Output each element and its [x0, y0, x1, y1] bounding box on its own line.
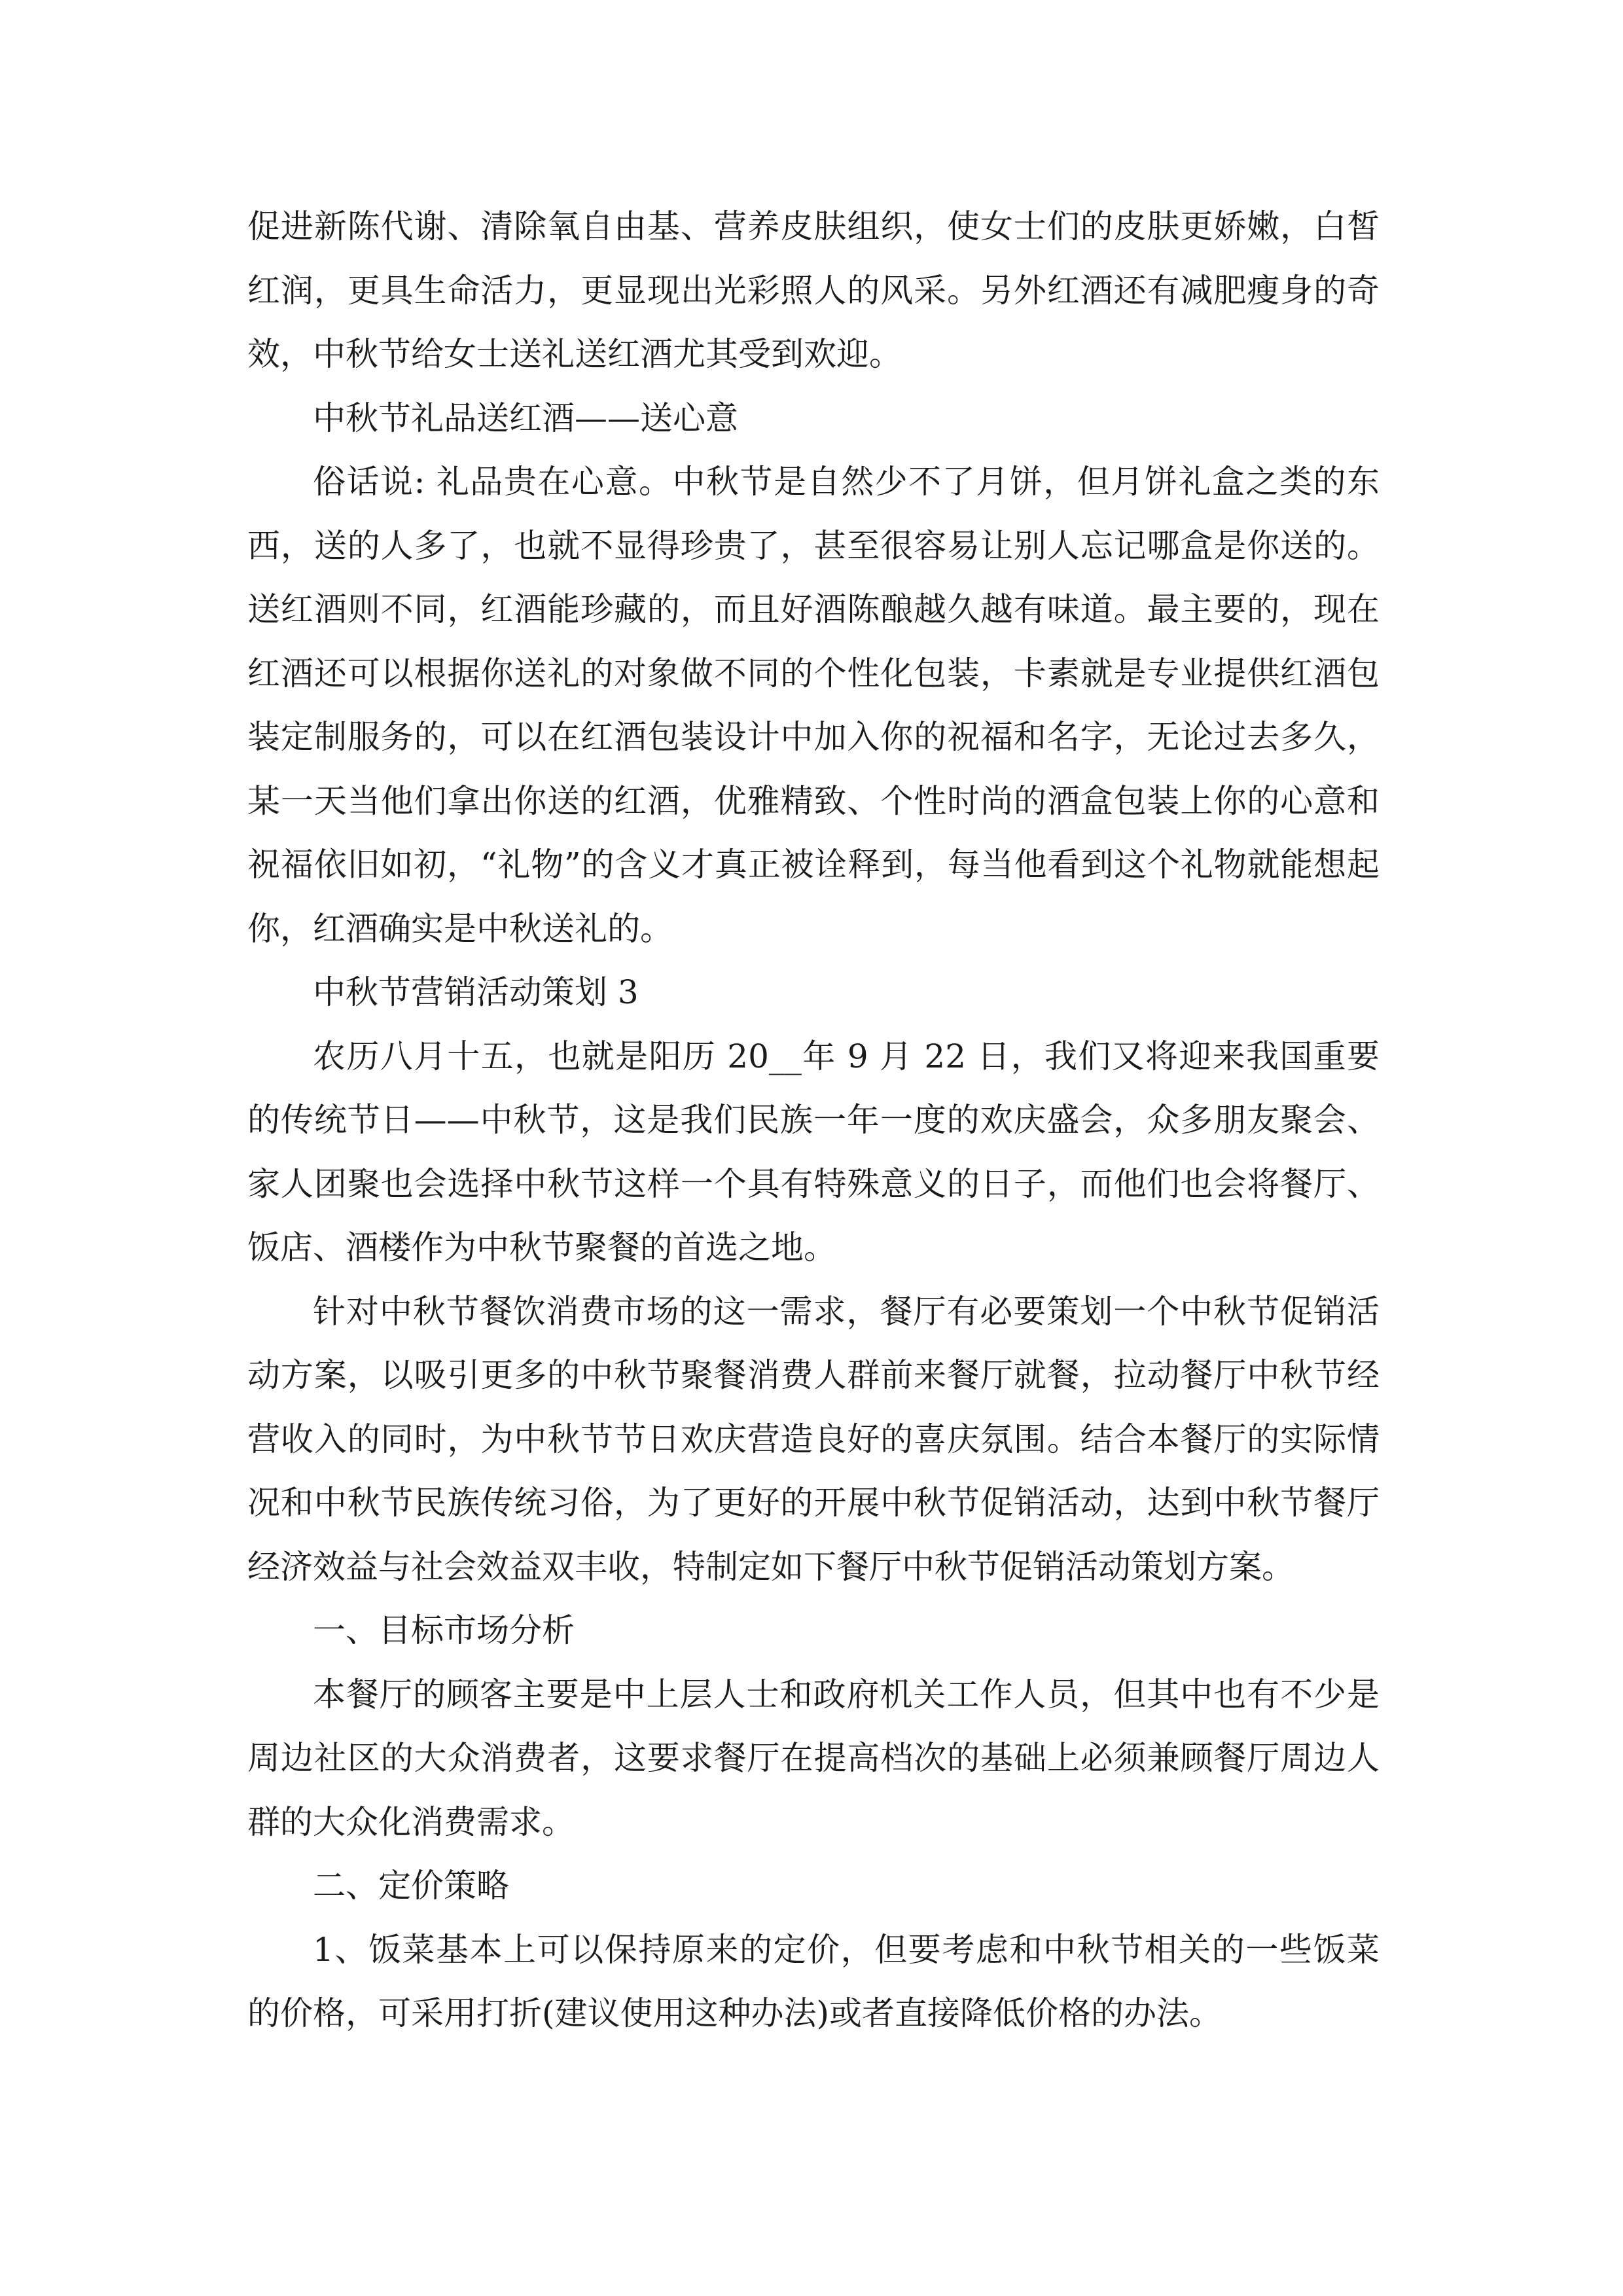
- paragraph-intro-date: 农历八月十五，也就是阳历 20__年 9 月 22 日，我们又将迎来我国重要的传统节日——中秋节，这是我们民族一年一度的欢庆盛会，众多朋友聚会、家人团聚也会选择中秋节这样一个具有特殊意义的日子，而他们也会将餐厅、饭店、酒楼作为中秋节聚餐的首选之地。: [247, 1037, 1380, 1266]
- section-heading-market-analysis: 一、目标市场分析: [313, 1611, 575, 1649]
- paragraph-market-analysis: 本餐厅的顾客主要是中上层人士和政府机关工作人员，但其中也有不少是周边社区的大众消费者，这要求餐厅在提高档次的基础上必须兼顾餐厅周边人群的大众化消费需求。: [247, 1675, 1380, 1841]
- paragraph-wine-gift: 俗话说: 礼品贵在心意。中秋节是自然少不了月饼，但月饼礼盒之类的东西，送的人多了，也就不显得珍贵了，甚至很容易让别人忘记哪盒是你送的。送红酒则不同，红酒能珍藏的，而且好酒陈酿越久越有味道。最主要的，现在红酒还可以根据你送礼的对象做不同的个性化包装，卡素就是专业提供红酒包装定制服务的，可以在红酒包装设计中加入你的祝福和名字，无论过去多久，某一天当他们拿出你送的红酒，优雅精致、个性时尚的酒盒包装上你的心意和祝福依旧如初，“礼物”的含义才真正被诠释到，每当他看到这个礼物就能想起你，红酒确实是中秋送礼的。: [247, 463, 1380, 948]
- section-heading-wine-gift: 中秋节礼品送红酒——送心意: [313, 399, 738, 437]
- paragraph-pricing-item-1: 1、饭菜基本上可以保持原来的定价，但要考虑和中秋节相关的一些饭菜的价格，可采用打折(建议使用这种办法)或者直接降低价格的办法。: [247, 1930, 1380, 2032]
- document-body: [247, 195, 1380, 2046]
- section-heading-pricing-strategy: 二、定价策略: [313, 1867, 509, 1905]
- section-heading-marketing-plan-3: 中秋节营销活动策划 3: [313, 973, 639, 1011]
- paragraph-continuation: 促进新陈代谢、清除氧自由基、营养皮肤组织，使女士们的皮肤更娇嫩，白皙红润，更具生命活力，更显现出光彩照人的风采。另外红酒还有减肥瘦身的奇效，中秋节给女士送礼送红酒尤其受到欢迎。: [247, 207, 1380, 373]
- paragraph-plan-purpose: 针对中秋节餐饮消费市场的这一需求，餐厅有必要策划一个中秋节促销活动方案，以吸引更多的中秋节聚餐消费人群前来餐厅就餐，拉动餐厅中秋节经营收入的同时，为中秋节节日欢庆营造良好的喜庆氛围。结合本餐厅的实际情况和中秋节民族传统习俗，为了更好的开展中秋节促销活动，达到中秋节餐厅经济效益与社会效益双丰收，特制定如下餐厅中秋节促销活动策划方案。: [247, 1292, 1380, 1586]
